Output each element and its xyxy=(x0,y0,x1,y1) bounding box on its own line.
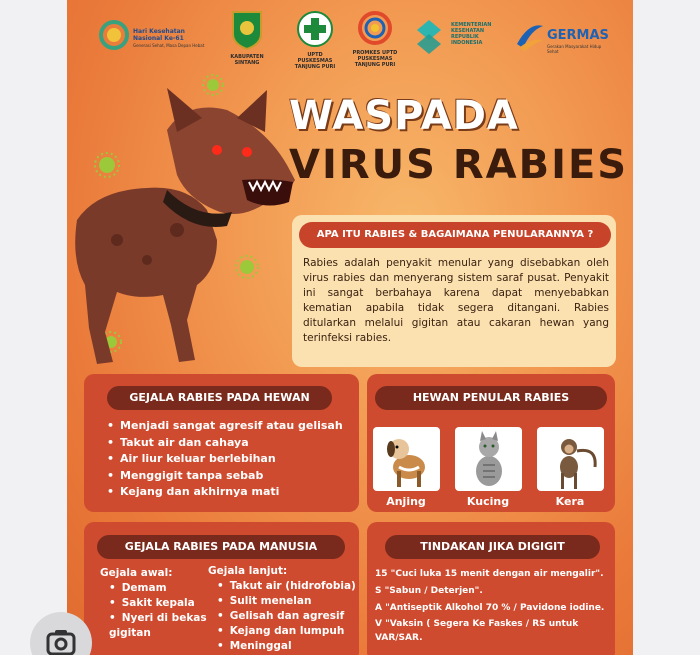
rabies-poster xyxy=(67,0,633,655)
health-cross-icon xyxy=(296,10,334,48)
list-gejala-awal xyxy=(109,581,209,641)
cat-icon xyxy=(455,427,522,491)
list-item: • Kejang dan lumpuh xyxy=(217,624,357,639)
monkey-icon xyxy=(537,427,604,491)
kabupaten-label: KABUPATEN SINTANG xyxy=(230,54,264,66)
uptd-label: UPTD PUSKESMAS TANJUNG PURI xyxy=(294,52,336,70)
kabupaten-logo xyxy=(227,10,267,66)
promkes-logo xyxy=(349,10,401,68)
germas-subtitle: Gerakan Masyarakat Hidup Sehat xyxy=(547,44,602,54)
heading-gejala-manusia: GEJALA RABIES PADA MANUSIA xyxy=(97,535,345,559)
uptd-logo xyxy=(293,10,337,70)
dog-icon xyxy=(373,427,440,491)
promkes-label: PROMKES UPTD PUSKESMAS TANJUNG PURI xyxy=(352,50,398,68)
list-item: • Sulit menelan xyxy=(217,594,357,609)
list-item: A "Antiseptik Alkohol 70 % / Pavidone iodine. xyxy=(375,603,605,613)
list-item: • Menggigit tanpa sebab xyxy=(107,468,343,485)
heading-gejala-hewan: GEJALA RABIES PADA HEWAN xyxy=(107,386,332,410)
title-virus-rabies: VIRUS RABIES xyxy=(289,142,629,188)
list-gejala-hewan xyxy=(107,418,343,501)
lens-button[interactable] xyxy=(30,612,92,655)
list-item: • Takut air (hidrofobia) xyxy=(217,579,357,594)
kemenkes-label: KEMENTERIAN KESEHATAN REPUBLIK INDONESIA xyxy=(451,22,492,46)
label-dog: Anjing xyxy=(386,495,426,508)
heading-tindakan: TINDAKAN JIKA DIGIGIT xyxy=(385,535,600,559)
monkey-image xyxy=(537,427,604,491)
hkn-subtitle: Generasi Sehat, Masa Depan Hebat xyxy=(133,43,205,48)
kemenkes-icon xyxy=(411,16,447,56)
list-item: • Gelisah dan agresif xyxy=(217,609,357,624)
cat-image xyxy=(455,427,522,491)
germas-title: GERMAS xyxy=(547,28,609,43)
hkn-title: Hari Kesehatan Nasional Ke-61 xyxy=(133,28,185,42)
label-cat: Kucing xyxy=(466,495,510,508)
camera-icon xyxy=(30,612,92,655)
list-item: • Meninggal xyxy=(217,639,357,654)
list-item: • Sakit kepala xyxy=(109,596,209,611)
title-waspada: WASPADA xyxy=(289,93,519,139)
list-item: • Air liur keluar berlebihan xyxy=(107,451,343,468)
list-item: S "Sabun / Deterjen". xyxy=(375,586,483,596)
list-item: • Nyeri di bekas gigitan xyxy=(109,611,209,641)
label-gejala-lanjut: Gejala lanjut: xyxy=(208,565,288,577)
label-gejala-awal: Gejala awal: xyxy=(100,567,173,579)
label-monkey: Kera xyxy=(555,495,585,508)
list-tindakan xyxy=(375,566,611,645)
dog-image xyxy=(373,427,440,491)
info-heading: APA ITU RABIES & BAGAIMANA PENULARANNYA ? xyxy=(299,222,611,248)
sintang-crest-icon xyxy=(230,10,264,50)
info-body: Rabies adalah penyakit menular yang disebabkan oleh virus rabies dan menyerang sistem saraf pusat. Penyakit ini sangat berbahaya karena dapat menyebabkan kematian apabila tidak segera ditangani. Rabies ditularkan melalui gigitan atau cakaran hewan yang terinfeksi rabies. xyxy=(303,257,609,344)
germas-swoosh-icon xyxy=(513,18,545,52)
list-item: V "Vaksin ( Segera Ke Faskes / RS untuk VAR/SAR. xyxy=(375,619,579,643)
rabid-dog-illustration xyxy=(67,70,307,380)
promkes-swirl-icon xyxy=(355,10,395,46)
list-item: • Menjadi sangat agresif atau gelisah xyxy=(107,418,343,435)
hkn-61-icon xyxy=(97,18,131,52)
list-item: • Takut air dan cahaya xyxy=(107,435,343,452)
list-item: • Kejang dan akhirnya mati xyxy=(107,484,343,501)
list-gejala-lanjut xyxy=(217,579,357,654)
list-item: • Demam xyxy=(109,581,209,596)
heading-hewan-penular: HEWAN PENULAR RABIES xyxy=(375,386,607,410)
list-item: 15 "Cuci luka 15 menit dengan air mengalir". xyxy=(375,569,604,579)
